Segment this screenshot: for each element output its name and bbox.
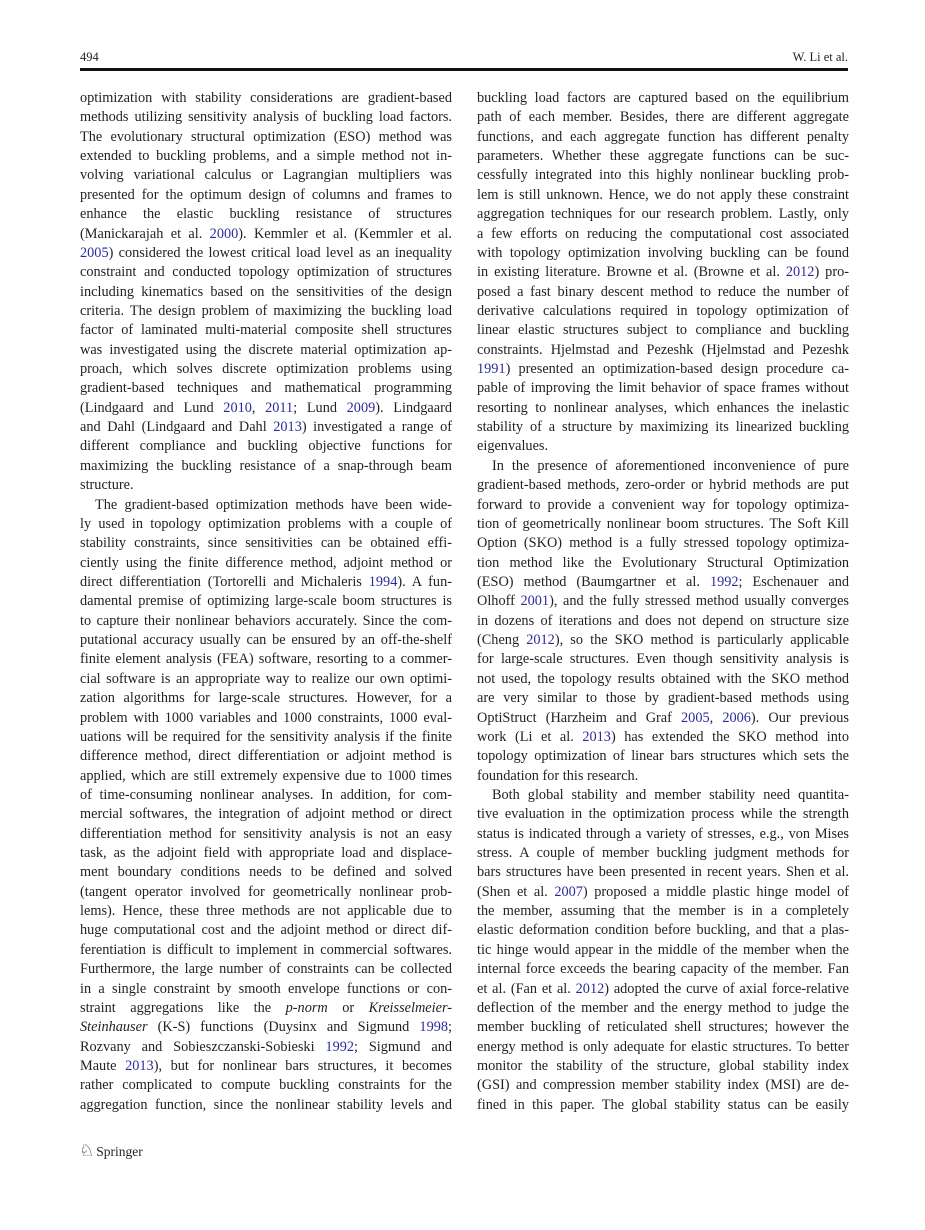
text-line: [80, 863, 452, 882]
text-run: ;: [448, 1019, 452, 1036]
running-head: W. Li et al.: [792, 50, 848, 64]
text-run: (ESO) method (Baumgartner et al.: [477, 573, 710, 590]
text-line: [80, 476, 452, 495]
text-run: a few efforts on reducing the computational cost associated: [477, 225, 849, 242]
page-number: 494: [80, 50, 99, 64]
text-run: OptiStruct (Harzheim and Graf: [477, 709, 682, 726]
text-run: ). Our previous: [750, 709, 849, 726]
text-line: [80, 534, 452, 553]
text-line: [80, 1038, 452, 1057]
text-line: [477, 592, 849, 611]
header-rule: [80, 68, 848, 71]
text-line: [80, 689, 452, 708]
text-run: finite element analysis (FEA) software, resorting to a commer-: [80, 651, 452, 668]
text-line: [477, 418, 849, 437]
text-line: [80, 612, 452, 631]
text-line: [80, 399, 452, 418]
citation-link[interactable]: 2012: [526, 632, 555, 649]
springer-knight-icon: ♘: [79, 1141, 95, 1161]
text-line: [477, 108, 849, 127]
text-line: [477, 341, 849, 360]
text-run: volving variational calculus or Lagrangian multipliers was: [80, 167, 452, 184]
text-run: ciently using the finite difference method, adjoint method or: [80, 554, 452, 571]
text-run: ), and the fully stressed method usually converges: [549, 593, 849, 610]
text-line: [477, 805, 849, 824]
text-line: [477, 166, 849, 185]
text-run: ). Kemmler et al. (Kemmler et al.: [238, 225, 452, 242]
text-run: The gradient-based optimization methods have been wide-: [95, 496, 452, 513]
citation-link[interactable]: 2009: [346, 399, 376, 416]
text-run: fined in this paper. The global stability status can be easily: [477, 1096, 849, 1113]
text-run: constraint and conducted topology optimization of structures: [80, 264, 452, 281]
text-line: [80, 573, 452, 592]
text-run: factor of laminated multi-material composite shell structures: [80, 322, 452, 339]
citation-link[interactable]: 2000: [209, 225, 239, 242]
text-run: ), but for nonlinear bars structures, it becomes: [153, 1057, 452, 1074]
text-line: [477, 263, 849, 282]
text-line: [80, 941, 452, 960]
text-run: ) presented an optimization-based design procedure ca-: [505, 361, 849, 378]
text-line: [477, 573, 849, 592]
text-run: or: [327, 999, 369, 1016]
text-line: [477, 728, 849, 747]
text-run: buckling load factors are captured based on the equilibrium: [477, 90, 849, 106]
citation-link[interactable]: 2007: [554, 883, 583, 900]
text-run: (GSI) and compression member stability index (MSI) are de-: [477, 1077, 849, 1094]
text-run: status is indicated through a variety of stresses, e.g., von Mises: [477, 825, 849, 842]
text-run: zation algorithms for large-scale structures. However, for a: [80, 690, 452, 707]
text-run: bars structures have been presented in recent years. Shen et al.: [477, 864, 849, 881]
paragraph: [477, 89, 849, 457]
text-run: elastic deformation condition before buckling, and that a plas-: [477, 922, 849, 939]
text-line: [80, 650, 452, 669]
text-line: [80, 205, 452, 224]
text-line: [477, 709, 849, 728]
text-run: tion of geometrically nonlinear boom structures. The Soft Kill: [477, 515, 849, 532]
text-run: energy method is only adequate for elastic structures. To better: [477, 1038, 849, 1055]
text-line: [80, 883, 452, 902]
text-run: presented for the optimum design of columns and frames to: [80, 186, 452, 203]
text-run: and Dahl (Lindgaard and Dahl: [80, 419, 274, 436]
text-line: [80, 302, 452, 321]
text-line: [80, 902, 452, 921]
text-run: uations will be required for the sensitivity analysis if the finite: [80, 728, 452, 745]
text-run: Maute: [80, 1057, 126, 1074]
text-line: [80, 89, 452, 108]
text-run: linear elastic structures subject to compliance and buckling: [477, 322, 849, 339]
text-line: [477, 844, 849, 863]
text-line: [80, 709, 452, 728]
citation-link[interactable]: 2001: [520, 593, 550, 610]
text-run: Both global stability and member stability need quantita-: [492, 786, 849, 803]
text-run: rather complicated to compute buckling constraints for the: [80, 1077, 452, 1094]
text-line: [80, 921, 452, 940]
text-run: cial software is an appropriate way to realize our own optimi-: [80, 670, 452, 687]
text-run: eigenvalues.: [477, 438, 549, 455]
text-run: extended to buckling problems, and a simple method not in-: [80, 148, 452, 165]
paragraph: [80, 496, 452, 1116]
text-run: tic hinge would appear in the middle of the member when the: [477, 941, 849, 958]
text-line: [477, 883, 849, 902]
text-line: [80, 225, 452, 244]
text-run: ; Sigmund and: [354, 1038, 452, 1055]
text-run: putational accuracy usually can be ensured by an off-the-shelf: [80, 632, 452, 649]
text-line: [80, 360, 452, 379]
text-run: for large-scale structures. Even though sensitivity analysis is: [477, 651, 849, 668]
text-line: [80, 767, 452, 786]
publisher-footer: [79, 1143, 143, 1160]
text-line: [477, 786, 849, 805]
text-run: ferentiation is difficult to implement in commercial softwares.: [80, 941, 452, 958]
text-line: [477, 902, 849, 921]
text-run: straint aggregations like the: [80, 999, 286, 1016]
citation-link[interactable]: 2005: [80, 244, 109, 261]
text-run: stress. A couple of member buckling judgment methods for: [477, 845, 849, 862]
text-run: was investigated using the discrete material optimization ap-: [80, 341, 452, 358]
text-run: different compliance and buckling objective functions for: [80, 438, 452, 455]
text-run: tion method like the Evolutionary Structural Optimization: [477, 554, 849, 571]
text-run: differentiation method for sensitivity analysis is not an easy: [80, 825, 452, 842]
text-line: [80, 457, 452, 476]
text-line: [477, 747, 849, 766]
text-run: ) adopted the curve of axial force-relative: [604, 980, 849, 997]
text-line: [477, 302, 849, 321]
text-line: [80, 592, 452, 611]
text-run: In the presence of aforementioned inconvenience of pure: [492, 457, 849, 474]
text-run: tive evaluation in the optimization process while the strength: [477, 806, 849, 823]
text-run: with topology optimization involving buckling can be found: [477, 244, 849, 261]
text-line: [477, 863, 849, 882]
text-run: ) pro-: [814, 264, 849, 281]
paragraph: [477, 457, 849, 786]
text-run: cessfully integrated into this highly nonlinear buckling prob-: [477, 167, 849, 184]
text-line: [477, 941, 849, 960]
text-run: Rozvany and Sobieszczanski-Sobieski: [80, 1038, 326, 1055]
text-line: [477, 999, 849, 1018]
text-line: [477, 437, 849, 456]
text-run: ment boundary conditions needs to be defined and solved: [80, 864, 452, 881]
text-run: in existing literature. Browne et al. (Browne et al.: [477, 264, 786, 281]
right-column: [477, 89, 849, 1115]
text-run: ly used in topology optimization problems with a couple of: [80, 515, 452, 532]
text-line: [477, 1076, 849, 1095]
text-run: aggregation function, since the nonlinear stability levels and: [80, 1096, 452, 1113]
text-run: ) considered the lowest critical load level as an inequality: [108, 244, 452, 261]
text-line: [80, 805, 452, 824]
text-run: internal force exceeds the bearing capacity of the member. Fan: [477, 961, 849, 978]
text-run: ) proposed a middle plastic hinge model of: [582, 883, 849, 900]
text-line: [80, 108, 452, 127]
text-run: member buckling of reticulated shell structures; however the: [477, 1019, 849, 1036]
text-line: [80, 496, 452, 515]
text-line: [477, 650, 849, 669]
text-run: difference method, direct differentiation or adjoint method is: [80, 748, 452, 765]
text-line: [477, 283, 849, 302]
paragraph: [80, 89, 452, 496]
text-line: [477, 534, 849, 553]
text-run: et al. (Fan et al.: [477, 980, 576, 997]
text-line: [80, 786, 452, 805]
text-run: methods utilizing sensitivity analysis of buckling load factors.: [80, 109, 452, 126]
text-line: [80, 515, 452, 534]
text-run: ; Lund: [293, 399, 347, 416]
text-run: Olhoff: [477, 593, 521, 610]
text-run: stability constraints, since sensitivities can be obtained effi-: [80, 535, 452, 552]
text-run: posed a fast binary descent method to reduce the number of: [477, 283, 849, 300]
text-run: in dozens of iterations and does not depend on structure size: [477, 612, 849, 629]
text-run: ,: [709, 709, 723, 726]
paragraph: [477, 786, 849, 1115]
citation-link[interactable]: 2013: [125, 1057, 154, 1074]
text-line: [80, 825, 452, 844]
text-run: ) has extended the SKO method into: [610, 728, 850, 745]
text-run: direct differentiation (Tortorelli and Michaleris: [80, 573, 369, 590]
text-run: huge computational cost and the adjoint method or direct dif-: [80, 922, 452, 939]
citation-link[interactable]: 2012: [785, 264, 815, 281]
text-line: [80, 128, 452, 147]
text-line: [80, 283, 452, 302]
text-line: [80, 437, 452, 456]
text-run: work (Li et al.: [477, 728, 583, 745]
text-run: gradient-based methods, zero-order or hybrid methods are put: [477, 477, 849, 494]
text-line: [477, 205, 849, 224]
text-run: ), so the SKO method is particularly applicable: [554, 632, 849, 649]
citation-link[interactable]: 1994: [368, 573, 398, 590]
text-run: criteria. The design problem of maximizing the buckling load: [80, 302, 452, 319]
left-column: [80, 89, 452, 1115]
text-run: constraints. Hjelmstad and Pezeshk (Hjelmstad and Pezeshk: [477, 341, 849, 358]
text-line: [80, 379, 452, 398]
text-line: [477, 399, 849, 418]
text-line: [477, 612, 849, 631]
text-run: The evolutionary structural optimization (ESO) method was: [80, 128, 452, 145]
text-run: ) investigated a range of: [301, 419, 452, 436]
text-line: [477, 1096, 849, 1115]
text-run: aggregation techniques for our research problem. Lastly, only: [477, 206, 849, 223]
text-line: [80, 321, 452, 340]
text-line: [477, 379, 849, 398]
text-run: of time-consuming nonlinear analyses. In addition, for com-: [80, 786, 452, 803]
text-line: [80, 980, 452, 999]
citation-link[interactable]: 2011: [265, 399, 294, 416]
text-line: [477, 321, 849, 340]
text-line: [477, 457, 849, 476]
text-run: topology optimization of linear bars structures which sets the: [477, 748, 849, 765]
text-line: [477, 89, 849, 108]
text-run: (Cheng: [477, 632, 527, 649]
italic-term: Kreisselmeier-: [368, 999, 452, 1016]
text-run: ; Eschenauer and: [738, 573, 849, 590]
text-run: (Shen et al.: [477, 883, 555, 900]
citation-link[interactable]: 2012: [575, 980, 605, 997]
citation-link[interactable]: 2010: [223, 399, 252, 416]
publisher-name: Springer: [96, 1143, 143, 1159]
text-run: (Lindgaard and Lund: [80, 399, 224, 416]
text-run: problem with 1000 variables and 1000 constraints, 1000 eval-: [80, 709, 452, 726]
text-run: including kinematics based on the sensitivities of the design: [80, 283, 452, 300]
text-line: [80, 263, 452, 282]
text-run: ). Lindgaard: [375, 399, 452, 416]
text-line: [80, 418, 452, 437]
text-line: [80, 747, 452, 766]
citation-link[interactable]: 1998: [419, 1019, 449, 1036]
text-line: [80, 670, 452, 689]
text-line: [80, 728, 452, 747]
text-line: [477, 476, 849, 495]
text-line: [80, 244, 452, 263]
citation-link[interactable]: 1992: [325, 1038, 355, 1055]
text-line: [80, 341, 452, 360]
text-line: [477, 980, 849, 999]
text-run: path of each member. Besides, there are different aggregate: [477, 109, 849, 126]
text-run: in a single constraint by smooth envelope functions or con-: [80, 980, 452, 997]
text-run: damental premise of optimizing large-scale boom structures is: [80, 593, 452, 610]
text-run: deflection of the member and the energy method to judge the: [477, 999, 849, 1016]
text-run: are very similar to those by gradient-based methods using: [477, 690, 849, 707]
citation-link[interactable]: 2013: [582, 728, 611, 745]
text-run: (K-S) functions (Duysinx and Sigmund: [147, 1019, 420, 1036]
italic-term: Steinhauser: [80, 1019, 148, 1036]
text-run: resorting to nonlinear analyses, which enhances the inelastic: [477, 399, 849, 416]
text-line: [477, 128, 849, 147]
text-line: [477, 360, 849, 379]
text-line: [477, 960, 849, 979]
text-line: [80, 844, 452, 863]
text-line: [80, 166, 452, 185]
text-line: [477, 670, 849, 689]
text-line: [477, 515, 849, 534]
text-run: ). A fun-: [397, 573, 452, 590]
text-line: [80, 999, 452, 1018]
text-line: [477, 825, 849, 844]
text-run: stability of a structure by maximizing its linearized buckling: [477, 419, 849, 436]
text-line: [477, 1018, 849, 1037]
text-run: Option (SKO) method is a fully stressed topology optimiza-: [477, 535, 849, 552]
text-run: applied, which are still extremely expensive due to 1000 times: [80, 767, 452, 784]
text-run: parameters. Whether these aggregate functions can be suc-: [477, 148, 849, 165]
text-line: [477, 767, 849, 786]
text-line: [80, 1018, 452, 1037]
text-line: [477, 244, 849, 263]
text-line: [80, 1057, 452, 1076]
citation-link[interactable]: 2006: [722, 709, 751, 726]
text-run: functions, and each aggregate function has different penalty: [477, 128, 849, 145]
text-line: [80, 554, 452, 573]
text-run: proach, which solves discrete optimization problems using: [80, 361, 452, 378]
text-line: [477, 631, 849, 650]
text-run: foundation for this research.: [477, 767, 639, 784]
text-line: [80, 631, 452, 650]
text-line: [477, 1038, 849, 1057]
text-run: task, as the adjoint field with appropriate load and displace-: [80, 845, 452, 862]
text-run: forward to provide a convenient way for topology optimiza-: [477, 496, 849, 513]
text-line: [80, 1096, 452, 1115]
text-run: optimization with stability considerations are gradient-based: [80, 90, 452, 106]
text-line: [80, 186, 452, 205]
text-run: lem is still unknown. Hence, we do not apply these constraint: [477, 186, 849, 203]
text-run: (Manickarajah et al.: [80, 225, 210, 242]
text-run: mercial softwares, the integration of adjoint method or direct: [80, 806, 452, 823]
citation-link[interactable]: 2013: [273, 419, 302, 436]
text-run: (tangent operator involved for geometrically nonlinear prob-: [80, 883, 452, 900]
text-run: enhance the elastic buckling resistance of structures: [80, 206, 452, 223]
text-run: the member, assuming that the member is in a completely: [477, 903, 849, 920]
citation-link[interactable]: 1992: [709, 573, 739, 590]
text-line: [80, 147, 452, 166]
text-line: [477, 1057, 849, 1076]
text-run: lems). Hence, these three methods are not applicable due to: [80, 903, 452, 920]
text-line: [477, 554, 849, 573]
italic-term: p-norm: [285, 999, 328, 1016]
text-run: to capture their nonlinear behaviors accurately. Since the com-: [80, 612, 452, 629]
text-line: [477, 147, 849, 166]
text-run: Furthermore, the large number of constraints can be collected: [80, 961, 452, 978]
text-line: [477, 225, 849, 244]
text-run: not used, the topology results obtained with the SKO method: [477, 670, 849, 687]
text-line: [477, 921, 849, 940]
citation-link[interactable]: 1991: [477, 361, 506, 378]
text-run: structure.: [80, 477, 134, 494]
text-line: [477, 186, 849, 205]
text-line: [477, 496, 849, 515]
text-run: maximizing the buckling resistance of a snap-through beam: [80, 457, 452, 474]
text-run: ,: [251, 399, 266, 416]
text-run: pable of improving the limit behavior of space frames without: [477, 380, 849, 397]
text-run: derivative calculations required in topology optimization of: [477, 302, 849, 319]
text-run: monitor the stability of the structure, global stability index: [477, 1057, 849, 1074]
text-line: [80, 960, 452, 979]
text-run: gradient-based techniques and mathematical programming: [80, 380, 452, 397]
text-line: [477, 689, 849, 708]
citation-link[interactable]: 2005: [681, 709, 710, 726]
text-line: [80, 1076, 452, 1095]
